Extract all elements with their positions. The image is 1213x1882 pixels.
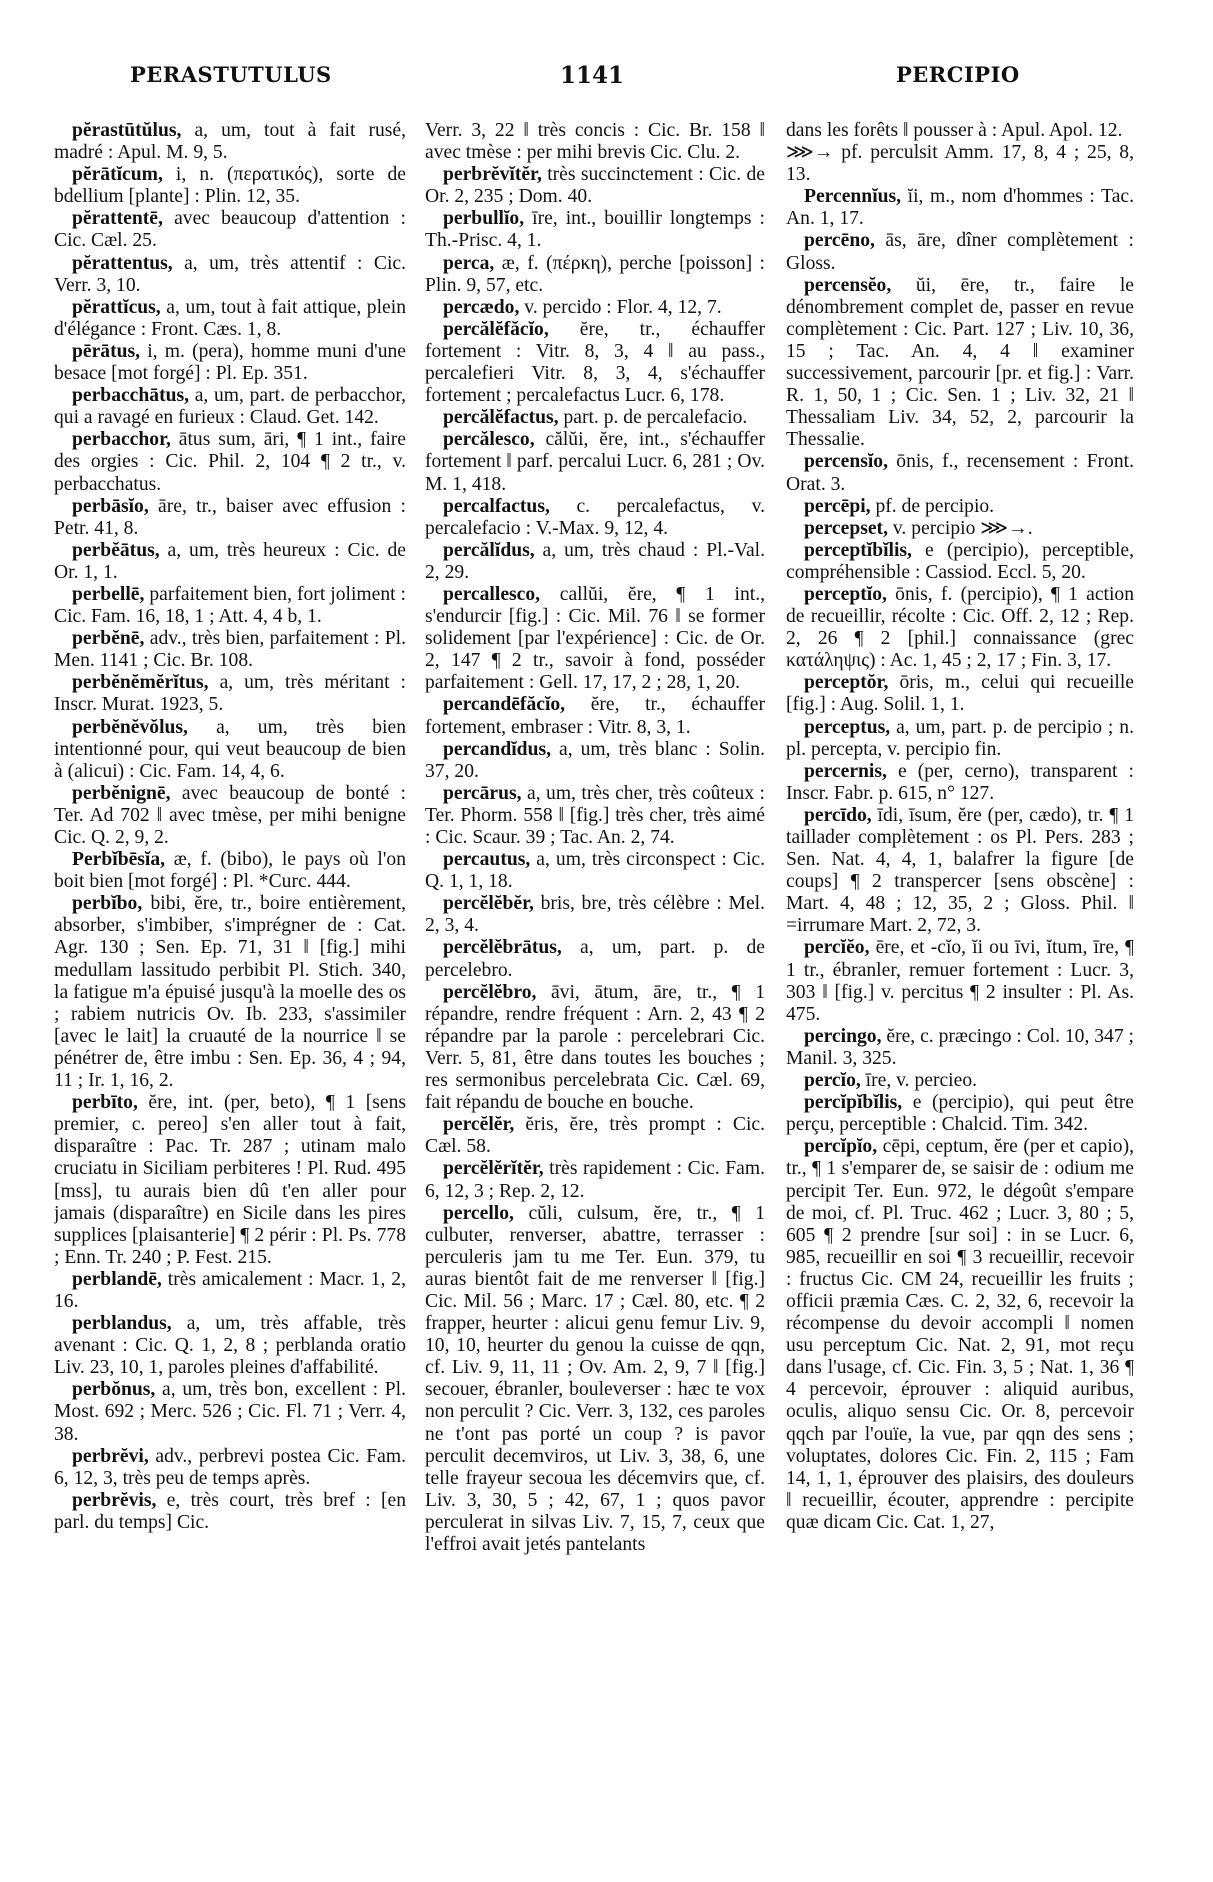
dictionary-entry <box>786 584 1134 672</box>
entry-headword: pĕrattentē, <box>72 208 163 230</box>
entry-headword: perbĕnĕmĕrĭtus, <box>72 672 209 694</box>
entry-headword: perbacchor, <box>72 429 171 451</box>
dictionary-entry <box>425 407 765 429</box>
entry-definition: part. p. de percalefacio. <box>558 407 748 429</box>
entry-headword: pĕrattentus, <box>72 252 173 274</box>
entry-headword: percĭpĭo, <box>804 1136 878 1158</box>
entry-definition: ōnis, f. (percipio), ¶ 1 action de recueillir, récolte : Cic. Off. 2, 12 ; Rep. 2, 26 ¶ 2 [phil.] connaissance (grec κατάληψις) : Ac. 1, 45 ; 2, 17 ; Fin. 3, 17. <box>786 583 1134 672</box>
entry-headword: perbrĕvis, <box>72 1489 157 1511</box>
dictionary-entry <box>786 761 1134 805</box>
entry-headword: perbrĕvi, <box>72 1445 149 1467</box>
entry-definition: ātus sum, āri, ¶ 1 int., faire des orgies : Cic. Phil. 2, 104 ¶ 2 tr., v. perbacchatus. <box>54 429 406 495</box>
dictionary-entry <box>54 120 406 164</box>
entry-headword: perbĭbo, <box>72 893 143 915</box>
entry-definition: e, très court, très bref : [en parl. du temps] Cic. <box>54 1489 406 1533</box>
entry-definition: a, um, tout à fait attique, plein d'élégance : Front. Cæs. 1, 8. <box>54 296 406 340</box>
entry-headword: perceptus, <box>804 716 891 738</box>
dictionary-entry <box>54 628 406 672</box>
entry-definition: ōris, m., celui qui recueille [fig.] : Aug. Solil. 1, 1. <box>786 672 1134 716</box>
entry-definition: pf. de percipio. <box>870 495 995 517</box>
dictionary-entry <box>786 142 1134 186</box>
entry-headword: perbrĕvĭtĕr, <box>443 164 542 186</box>
dictionary-entry <box>54 385 406 429</box>
entry-headword: Perbĭbēsĭa, <box>72 849 166 871</box>
dictionary-entry <box>425 783 765 849</box>
dictionary-entry <box>786 451 1134 495</box>
entry-headword: percălĕfăcĭo, <box>443 318 549 340</box>
entry-headword: percārus, <box>443 782 522 804</box>
dictionary-column-right <box>786 120 1134 1865</box>
entry-definition: āvi, ātum, āre, tr., ¶ 1 répandre, rendre fréquent : Arn. 2, 43 ¶ 2 répandre par la parole : percelebrari Cic. Verr. 5, 81, être dans toutes les bouches ; res sermonibus percelebrata Cic. Cæl. 69, fait répandu de bouche en bouche. <box>425 981 765 1114</box>
entry-definition: ĕre, tr., échauffer fortement : Vitr. 8, 3, 4 ‖ au pass., percalefieri Vitr. 8, 3, 4, s'échauffer fortement ; percalefactus Lucr. 6, 178. <box>425 318 765 407</box>
entry-definition: très succinctement : Cic. de Or. 2, 235 ; Dom. 40. <box>425 164 765 208</box>
dictionary-entry <box>786 496 1134 518</box>
entry-definition: très rapidement : Cic. Fam. 6, 12, 3 ; Rep. 2, 12. <box>425 1158 765 1202</box>
entry-headword: percĕlĕbĕr, <box>443 893 534 915</box>
entry-headword: perbĕnē, <box>72 628 145 650</box>
entry-headword: percĭo, <box>804 1070 861 1092</box>
dictionary-entry <box>786 1136 1134 1534</box>
dictionary-entry <box>425 496 765 540</box>
dictionary-entry <box>425 1158 765 1202</box>
entry-definition: a, um, très méritant : Inscr. Murat. 1923, 5. <box>54 672 406 716</box>
entry-headword: percandēfăcĭo, <box>443 694 566 716</box>
dictionary-entry <box>786 120 1134 142</box>
entry-headword: perceptŏr, <box>804 672 889 694</box>
entry-definition: a, um, très attentif : Cic. Verr. 3, 10. <box>54 252 406 296</box>
entry-headword: perbāsĭo, <box>72 495 149 517</box>
entry-definition: a, um, très cher, très coûteux : Ter. Phorm. 558 ‖ [fig.] très cher, très aimé : Cic. Scaur. 39 ; Tac. An. 2, 74. <box>425 782 765 848</box>
dictionary-entry <box>786 937 1134 1025</box>
dictionary-entry <box>425 1203 765 1557</box>
entry-headword: perbellē, <box>72 583 145 605</box>
entry-headword: percălesco, <box>443 429 535 451</box>
entry-definition: cŭli, culsum, ĕre, tr., ¶ 1 culbuter, renverser, abattre, terrasser : perculeris jam tu me Ter. Eun. 379, tu auras bientôt fait de me renverser ‖ [fig.] Cic. Mil. 56 ; Marc. 17 ; Cæl. 80, etc. ¶ 2 frapper, heurter : alicui genu femur Liv. 9, 10, 10, heurter du genou la cuisse de qqn, cf. Liv. 9, 11, 11 ; Ov. Am. 2, 9, 7 ‖ [fig.] secouer, ébranler, bouleverser : hæc te vox non perculit ? Cic. Verr. 3, 132, ces paroles ne t'ont pas porté un coup ? is pavor perculit decemviros, ut Liv. 3, 38, 6, une telle frayeur secoua les décemvirs que, cf. Liv. 3, 30, 5 ; 42, 67, 1 ; quos pavor perculerat in silvas Liv. 7, 15, 7, ceux que l'effroi avait jetés pantelants <box>425 1202 765 1555</box>
entry-headword: perbĕātus, <box>72 539 160 561</box>
dictionary-entry <box>786 672 1134 716</box>
entry-definition: cēpi, ceptum, ĕre (per et capio), tr., ¶ 1 s'emparer de, se saisir de : odium me percipit Ter. Eun. 972, le dégoût s'empare de moi, cf. Pl. Truc. 462 ; Lucr. 3, 80 ; 5, 605 ¶ 2 prendre [sur soi] : in se Lucr. 6, 985, recueillir en soi ¶ 3 recueillir, recevoir : fructus Cic. CM 24, recueillir les fruits ; officii præmia Cæs. C. 2, 32, 6, recevoir la récompense du devoir accompli ‖ nomen usu perceptum Cic. Nat. 2, 91, mot reçu dans l'usage, cf. Cic. Fin. 3, 5 ; Nat. 1, 36 ¶ 4 percevoir, éprouver : aliquid auribus, oculis, aliquo sensu Cic. Or. 8, percevoir qqch par l'ouïe, la vue, par qqn des sens ; voluptates, dolores Cic. Fin. 2, 115 ; Fam 14, 1, 1, éprouver des plaisirs, des douleurs ‖ recueillir, écouter, apprendre : percipite quæ dicam Cic. Cat. 1, 27, <box>786 1136 1134 1533</box>
entry-headword: percĕlĕbro, <box>443 981 537 1003</box>
entry-definition: āre, tr., baiser avec effusion : Petr. 41, 8. <box>54 495 406 539</box>
dictionary-entry <box>54 429 406 495</box>
dictionary-entry <box>54 1490 406 1534</box>
entry-definition: v. percido : Flor. 4, 12, 7. <box>519 296 722 318</box>
dictionary-entry <box>54 849 406 893</box>
dictionary-entry <box>425 739 765 783</box>
dictionary-entry <box>54 297 406 341</box>
dictionary-entry <box>425 164 765 208</box>
entry-definition: callŭi, ĕre, ¶ 1 int., s'endurcir [fig.] : Cic. Mil. 76 ‖ se former solidement [par l'expérience] : Cic. de Or. 2, 147 ¶ 2 tr., savoir à fond, posséder parfaitement : Gell. 17, 17, 2 ; 28, 1, 20. <box>425 583 765 694</box>
dictionary-entry <box>425 584 765 694</box>
entry-headword: perceptĭbĭlis, <box>804 539 912 561</box>
entry-headword: percautus, <box>443 849 531 871</box>
entry-headword: percĕlĕbrātus, <box>443 937 562 959</box>
dictionary-entry <box>425 120 765 164</box>
dictionary-entry <box>54 717 406 783</box>
entry-headword: percandĭdus, <box>443 738 551 760</box>
dictionary-column-left <box>54 120 406 1865</box>
entry-definition: a, um, très heureux : Cic. de Or. 1, 1. <box>54 539 406 583</box>
entry-definition: ĕre, tr., échauffer fortement, embraser : Vitr. 8, 3, 1. <box>425 694 765 738</box>
dictionary-entry <box>425 849 765 893</box>
entry-headword: perbīto, <box>72 1092 138 1114</box>
entry-definition: a, um, très bien intentionné pour, qui veut beaucoup de bien à (alicui) : Cic. Fam. 14, 4, 6. <box>54 716 406 782</box>
entry-headword: percensĭo, <box>804 451 888 473</box>
entry-definition: i, m. (pera), homme muni d'une besace [mot forgé] : Pl. Ep. 351. <box>54 340 406 385</box>
dictionary-entry <box>425 429 765 495</box>
entry-definition: adv., perbrevi postea Cic. Fam. 6, 12, 3, très peu de temps après. <box>54 1445 406 1489</box>
entry-definition: v. percipio ⋙→. <box>887 517 1033 539</box>
dictionary-entry <box>786 186 1134 230</box>
entry-headword: percēno, <box>804 230 875 252</box>
entry-definition: ŭi, ēre, tr., faire le dénombrement complet de, passer en revue complètement : Cic. Part. 127 ; Liv. 10, 36, 15 ; Tac. An. 4, 4 ‖ examiner successivement, parcourir [pr. et fig.] : Varr. R. 1, 50, 1 ; Cic. Sen. 1 ; Liv. 32, 21 ‖ Thessaliam Liv. 34, 52, 2, parcourir la Thessalie. <box>786 274 1134 451</box>
dictionary-entry <box>425 208 765 252</box>
dictionary-entry <box>786 1026 1134 1070</box>
running-header <box>0 62 1213 102</box>
dictionary-entry <box>54 1269 406 1313</box>
dictionary-entry <box>425 694 765 738</box>
entry-definition: ĕris, ĕre, très prompt : Cic. Cæl. 58. <box>425 1114 765 1158</box>
entry-definition: a, um, part. p. de percelebro. <box>425 937 765 981</box>
page-number: 1141 <box>560 62 625 89</box>
dictionary-entry <box>54 496 406 540</box>
entry-headword: percĭpĭbĭlis, <box>804 1092 903 1114</box>
dictionary-entry <box>54 164 406 208</box>
dictionary-entry <box>786 540 1134 584</box>
dictionary-entry <box>786 1070 1134 1092</box>
dictionary-entry <box>54 253 406 297</box>
entry-headword: percēpi, <box>804 495 871 517</box>
entry-definition: avec beaucoup d'attention : Cic. Cæl. 25. <box>54 208 406 252</box>
entry-definition: īre, int., bouillir longtemps : Th.-Prisc. 4, 1. <box>425 208 765 252</box>
dictionary-entry <box>54 893 406 1092</box>
entry-definition: a, um, très bon, excellent : Pl. Most. 692 ; Merc. 526 ; Cic. Fl. 71 ; Verr. 4, 38. <box>54 1379 406 1445</box>
entry-definition: ās, āre, dîner complètement : Gloss. <box>786 230 1134 274</box>
entry-definition: ĭi, m., nom d'hommes : Tac. An. 1, 17. <box>786 186 1134 230</box>
entry-headword: perbacchātus, <box>72 385 190 407</box>
entry-headword: pĕrastūtŭlus, <box>72 120 182 141</box>
header-left-guideword: PERASTUTULUS <box>130 62 332 87</box>
dictionary-entry <box>54 540 406 584</box>
entry-definition: avec beaucoup de bonté : Ter. Ad 702 ‖ avec tmèse, per mihi benigne Cic. Q. 2, 9, 2. <box>54 782 406 848</box>
dictionary-entry <box>425 937 765 981</box>
entry-definition: Verr. 3, 22 ‖ très concis : Cic. Br. 158 ‖ avec tmèse : per mihi brevis Cic. Clu. 2. <box>425 120 765 164</box>
entry-headword: percensĕo, <box>804 274 892 296</box>
entry-definition: i, n. (περατικός), sorte de bdellium [plante] : Plin. 12, 35. <box>54 164 406 208</box>
entry-headword: pērātus, <box>72 340 141 362</box>
entry-headword: percīdo, <box>804 804 872 826</box>
entry-headword: percædo, <box>443 296 520 318</box>
entry-definition: æ, f. (bibo), le pays où l'on boit bien [mot forgé] : Pl. *Curc. 444. <box>54 849 406 893</box>
dictionary-entry <box>54 341 406 385</box>
dictionary-entry <box>54 1446 406 1490</box>
entry-headword: percallesco, <box>443 583 541 605</box>
entry-definition: ĕre, int. (per, beto), ¶ 1 [sens premier, c. pereo] s'en aller tout à fait, disparaître : Pac. Tr. 287 ; utinam malo cruciatu in Siciliam perbiteres ! Pl. Rud. 495 [mss], tu aurais bien dû t'en aller pour jamais (disparaître) en Sicile dans les pires supplices [plaisanterie] ¶ 2 périr : Pl. Ps. 778 ; Enn. Tr. 240 ; P. Fest. 215. <box>54 1092 406 1268</box>
entry-definition: călŭi, ĕre, int., s'échauffer fortement ‖ parf. percalui Lucr. 6, 281 ; Ov. M. 1, 418. <box>425 429 765 495</box>
entry-definition: bris, bre, très célèbre : Mel. 2, 3, 4. <box>425 893 765 937</box>
dictionary-entry <box>786 805 1134 938</box>
entry-definition: ēre, et -cĭo, ĭi ou īvi, ĭtum, īre, ¶ 1 tr., ébranler, remuer fortement : Lucr. 3, 303 ‖ [fig.] v. percitus ¶ 2 insulter : Pl. As. 475. <box>786 937 1134 1025</box>
dictionary-entry <box>54 1313 406 1379</box>
dictionary-entry <box>54 672 406 716</box>
dictionary-entry <box>54 1092 406 1269</box>
entry-definition: très amicalement : Macr. 1, 2, 16. <box>54 1268 406 1312</box>
dictionary-entry <box>425 253 765 297</box>
entry-definition: īdi, īsum, ĕre (per, cædo), tr. ¶ 1 taillader complètement : os Pl. Pers. 283 ; Sen. Nat. 4, 4, 1, balafrer la figure [de coups] ¶ 2 transpercer [sens obscène] : Mart. 4, 48 ; 12, 35, 2 ; Gloss. Phil. ‖ =irrumare Mart. 2, 72, 3. <box>786 804 1134 937</box>
entry-headword: percepset, <box>804 517 888 539</box>
entry-definition: dans les forêts ‖ pousser à : Apul. Apol. 12. <box>786 120 1123 141</box>
dictionary-entry <box>54 584 406 628</box>
entry-definition: adv., très bien, parfaitement : Pl. Men. 1141 ; Cic. Br. 108. <box>54 628 406 672</box>
entry-definition: e (percipio), qui peut être perçu, perceptible : Chalcid. Tim. 342. <box>786 1092 1134 1136</box>
entry-headword: percello, <box>443 1202 514 1224</box>
entry-headword: percălĕfactus, <box>443 407 559 429</box>
entry-definition: a, um, part. p. de percipio ; n. pl. percepta, v. percipio fin. <box>786 716 1134 760</box>
entry-headword: Percennĭus, <box>804 186 902 208</box>
entry-definition: a, um, très chaud : Pl.-Val. 2, 29. <box>425 539 765 583</box>
entry-definition: ĕre, c. præcingo : Col. 10, 347 ; Manil. 3, 325. <box>786 1025 1134 1069</box>
entry-headword: percernis, <box>804 760 887 782</box>
header-right-guideword: PERCIPIO <box>896 62 1020 87</box>
entry-headword: perca, <box>443 252 495 274</box>
entry-definition: c. percalefactus, v. percalefacio : V.-Max. 9, 12, 4. <box>425 495 765 539</box>
entry-headword: perbĕnignē, <box>72 782 171 804</box>
entry-headword: percĕlĕr, <box>443 1114 515 1136</box>
entry-headword: perbŏnus, <box>72 1379 156 1401</box>
entry-definition: bibi, ĕre, tr., boire entièrement, absorber, s'imbiber, s'imprégner de : Cat. Agr. 130 ; Sen. Ep. 71, 31 ‖ [fig.] mihi medullam lassitudo perbibit Pl. Stich. 340, la fatigue m'a épuisé jusqu'à la moelle des os ; rabiem nutricis Ov. Ib. 233, s'assimiler [avec le lait] la cruauté de la nourrice ‖ se pénétrer de, être imbu : Sen. Ep. 36, 4 ; 94, 11 ; Ir. 1, 16, 2. <box>54 893 406 1092</box>
entry-headword: percingo, <box>804 1025 882 1047</box>
entry-definition: īre, v. percieo. <box>860 1070 978 1092</box>
dictionary-entry <box>54 1379 406 1445</box>
entry-headword: perbĕnĕvŏlus, <box>72 716 188 738</box>
entry-definition: æ, f. (πέρκη), perche [poisson] : Plin. 9, 57, etc. <box>425 252 765 296</box>
dictionary-entry <box>425 1114 765 1158</box>
dictionary-entry <box>786 1092 1134 1136</box>
dictionary-entry <box>425 982 765 1115</box>
dictionary-entry <box>425 893 765 937</box>
entry-headword: percălĭdus, <box>443 539 535 561</box>
entry-definition: e (percipio), perceptible, compréhensible : Cassiod. Eccl. 5, 20. <box>786 539 1134 583</box>
entry-headword: pĕrātĭcum, <box>72 164 163 186</box>
entry-definition: a, um, très blanc : Solin. 37, 20. <box>425 738 765 782</box>
entry-headword: perblandus, <box>72 1313 172 1335</box>
dictionary-entry <box>54 783 406 849</box>
entry-definition: a, um, très affable, très avenant : Cic. Q. 1, 2, 8 ; perblanda oratio Liv. 23, 10, 1, paroles pleines d'affabilité. <box>54 1313 406 1379</box>
entry-headword: perceptĭo, <box>804 583 887 605</box>
entry-headword: pĕrattĭcus, <box>72 296 161 318</box>
entry-definition: e (per, cerno), transparent : Inscr. Fabr. p. 615, n° 127. <box>786 760 1134 804</box>
entry-definition: a, um, tout à fait rusé, madré : Apul. M. 9, 5. <box>54 120 406 164</box>
dictionary-entry <box>425 297 765 319</box>
entry-definition: parfaitement bien, fort joliment : Cic. Fam. 16, 18, 1 ; Att. 4, 4 b, 1. <box>54 583 406 628</box>
entry-definition: a, um, part. de perbacchor, qui a ravagé en furieux : Claud. Get. 142. <box>54 385 406 429</box>
entry-definition: ⋙→ pf. perculsit Amm. 17, 8, 4 ; 25, 8, 13. <box>786 142 1134 186</box>
dictionary-entry <box>425 540 765 584</box>
dictionary-entry <box>786 717 1134 761</box>
dictionary-entry <box>786 230 1134 274</box>
entry-headword: percĕlĕrĭtĕr, <box>443 1158 544 1180</box>
dictionary-entry <box>54 208 406 252</box>
dictionary-column-middle <box>425 120 765 1865</box>
dictionary-entry <box>425 319 765 407</box>
entry-headword: percalfactus, <box>443 495 550 517</box>
entry-headword: perblandē, <box>72 1268 162 1290</box>
entry-headword: percĭĕo, <box>804 937 870 959</box>
entry-definition: ōnis, f., recensement : Front. Orat. 3. <box>786 451 1134 495</box>
entry-headword: perbullĭo, <box>443 208 525 230</box>
entry-definition: a, um, très circonspect : Cic. Q. 1, 1, 18. <box>425 849 765 893</box>
dictionary-entry <box>786 518 1134 540</box>
dictionary-entry <box>786 275 1134 452</box>
